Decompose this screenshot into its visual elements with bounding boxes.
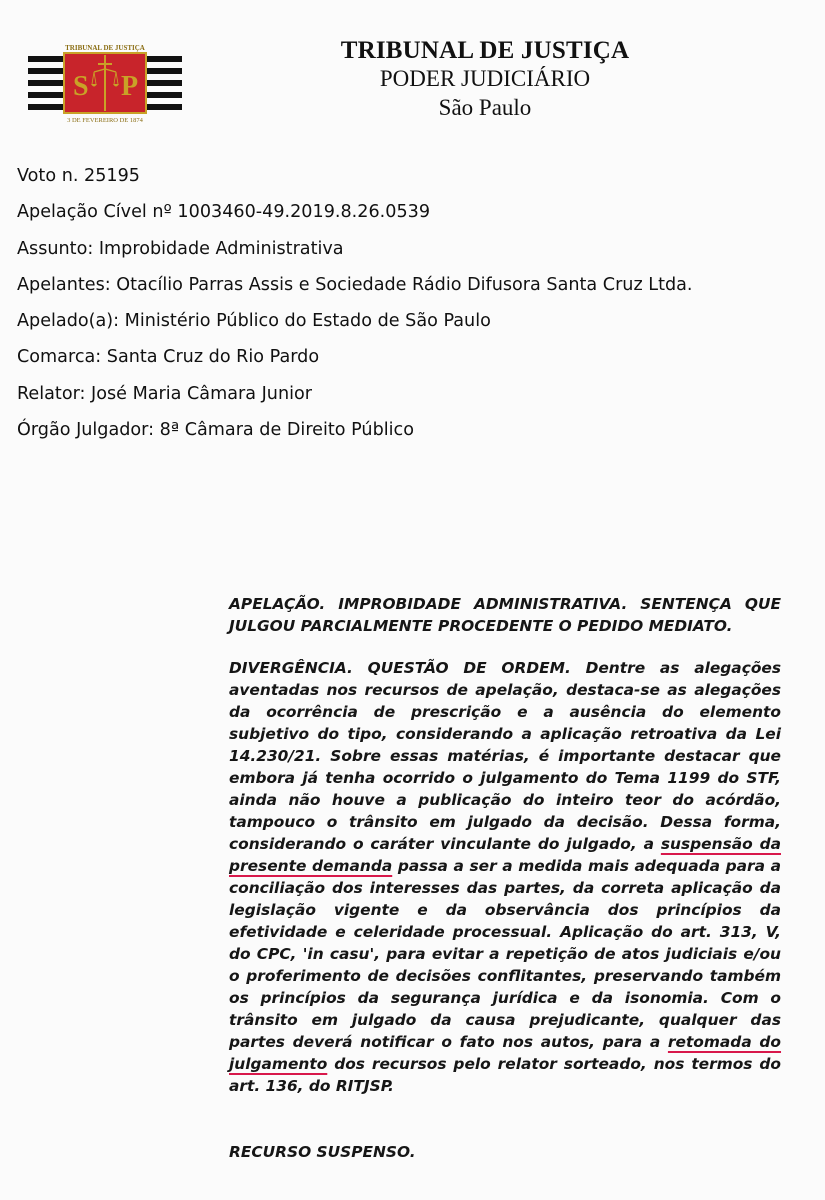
- court-name: TRIBUNAL DE JUSTIÇA: [340, 37, 630, 64]
- logo-letter-right: P: [121, 71, 139, 102]
- ementa-result: RECURSO SUSPENSO.: [229, 1143, 416, 1161]
- vote-number: Voto n. 25195: [17, 166, 140, 186]
- ementa-body-part3: dos recursos pelo relator sorteado, nos termos do art. 136, do RITJSP.: [229, 1055, 781, 1095]
- logo-bottom-text: 3 DE FEVEREIRO DE 1874: [67, 117, 143, 124]
- case-info: [17, 163, 807, 453]
- ementa: [229, 593, 781, 1163]
- highlight-resumption: retomada do julgamento: [229, 1033, 782, 1073]
- ementa-heading: APELAÇÃO. IMPROBIDADE ADMINISTRATIVA. SENTENÇA QUE JULGOU PARCIALMENTE PROCEDENTE O PEDIDO MEDIATO.: [229, 595, 781, 635]
- appeal-number: Apelação Cível nº 1003460-49.2019.8.26.0539: [17, 202, 431, 223]
- logo-top-text: TRIBUNAL DE JUSTIÇA: [65, 44, 145, 52]
- rapporteur: Relator: José Maria Câmara Junior: [17, 383, 312, 404]
- ementa-body: [229, 657, 781, 1097]
- court-seal-logo: [28, 42, 182, 124]
- subject: Assunto: Improbidade Administrativa: [17, 238, 344, 259]
- appellee: Apelado(a): Ministério Público do Estado de São Paulo: [17, 311, 491, 332]
- ementa-body-part2: passa a ser a medida mais adequada para a conciliação dos interesses das partes, da correta aplicação da legislação vigente e da observância dos princípios da efetividade e celeridade processual. Aplicação do art. 313, V, do CPC, 'in casu', para evitar a repetição de atos judiciais e/ou o proferimento de decisões conflitantes, preservando também os princípios da segurança jurídica e da isonomia. Com o trânsito em julgado da causa prejudicante, qualquer das partes deverá notificar o fato nos autos, para a: [229, 857, 781, 1051]
- highlight-suspension: suspensão da presente demanda: [229, 835, 781, 875]
- appellants: Apelantes: Otacílio Parras Assis e Sociedade Rádio Difusora Santa Cruz Ltda.: [17, 274, 693, 295]
- judging-body: Órgão Julgador: 8ª Câmara de Direito Público: [17, 420, 414, 441]
- logo-letter-left: S: [73, 71, 89, 102]
- court-branch: PODER JUDICIÁRIO: [379, 66, 591, 91]
- court-header: [330, 36, 640, 122]
- court-state: São Paulo: [438, 95, 532, 120]
- district: Comarca: Santa Cruz do Rio Pardo: [17, 347, 320, 368]
- ementa-body-part1: DIVERGÊNCIA. QUESTÃO DE ORDEM. Dentre as alegações aventadas nos recursos de apelação, destaca-se as alegações da ocorrência de prescrição e a ausência do elemento subjetivo do tipo, considerando a aplicação retroativa da Lei 14.230/21. Sobre essas matérias, é importante destacar que embora já tenha ocorrido o julgamento do Tema 1199 do STF, ainda não houve a publicação do inteiro teor do acórdão, tampouco o trânsito em julgado da decisão. Dessa forma, considerando o caráter vinculante do julgado, a: [229, 659, 781, 853]
